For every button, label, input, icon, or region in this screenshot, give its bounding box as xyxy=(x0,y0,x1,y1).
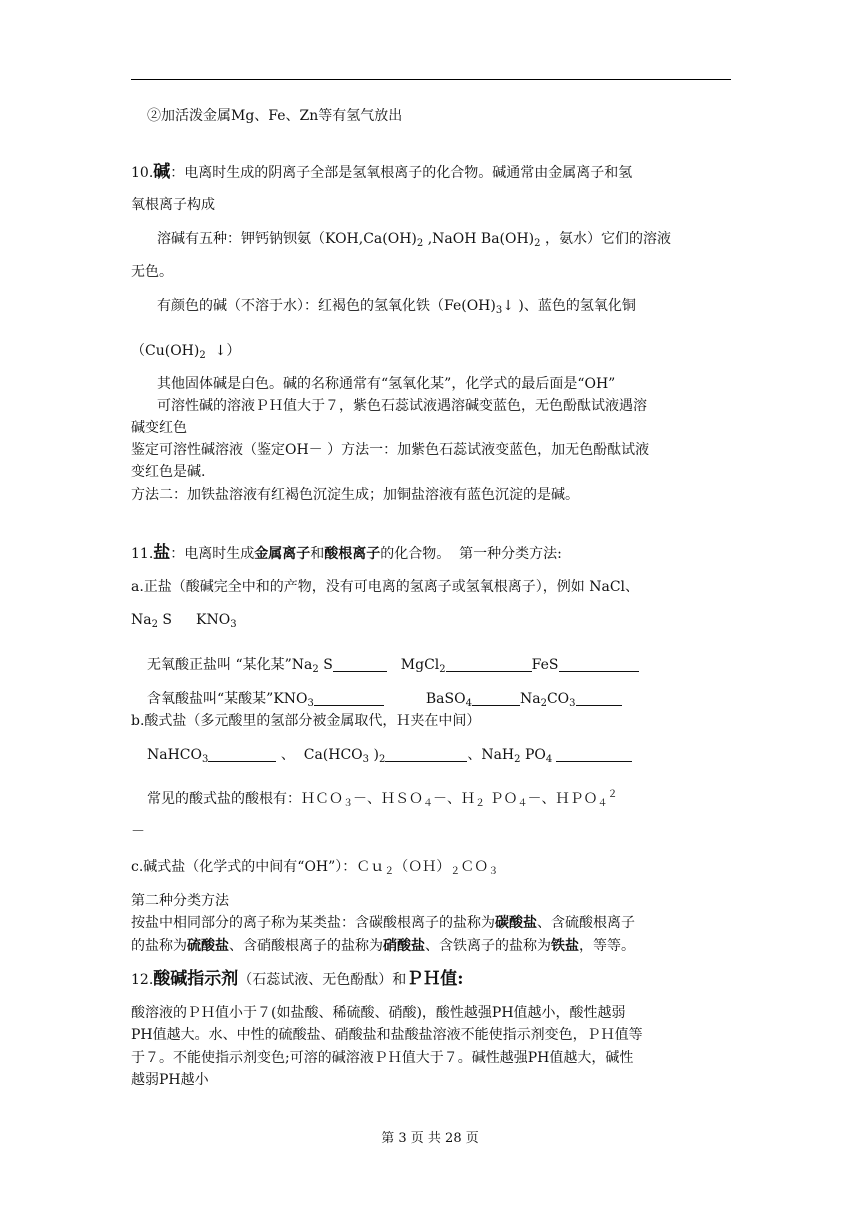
section-10-definition-cont: 氧根离子构成 xyxy=(131,197,215,213)
blank-kno3 xyxy=(314,691,384,706)
second-method-line: 按盐中相同部分的离子称为某类盐：含碳酸根离子的盐称为碳酸盐、含硫酸根离子 xyxy=(131,915,635,931)
colored-bases-line: 有颜色的碱（不溶于水）：红褐色的氢氧化铁（$Fe(OH)_3↓$ )、蓝色的氢氧化铜 xyxy=(157,298,636,316)
section-10-number: 10. xyxy=(131,165,154,181)
section-11-number: 11. xyxy=(131,546,154,562)
acid-salt-line: b.酸式盐（多元酸里的氢部分被金属取代，Ｈ夹在中间） xyxy=(131,713,481,729)
page-footer: 第 3 页 共 28 页 xyxy=(381,1131,479,1146)
blank-fes xyxy=(559,657,639,672)
section-10-title: 碱 xyxy=(153,162,171,182)
section-11-heading: 11.盐：电离时生成金属离子和酸根离子的化合物。 第一种分类方法: xyxy=(131,543,562,563)
oxy-salt-line: 含氧酸盐叫“某酸某$”KNO_3$ BaSO$_4$ $Na_2CO_3$ xyxy=(147,690,622,708)
second-method-title: 第二种分类方法 xyxy=(131,893,229,909)
acid-salt-examples: NaHCO$_3$ 、 $Ca(HCO_3$ )$_2$ 、NaH$_2$ $PO_4$ xyxy=(147,746,632,764)
section-12-number: 12. xyxy=(131,972,154,988)
blank-nah2po4 xyxy=(556,747,632,762)
method-two-line: 方法二：加铁盐溶液有红褐色沉淀生成；加铜盐溶液有蓝色沉淀的是碱。 xyxy=(131,487,579,503)
ph-bases-line: 可溶性碱的溶液ＰＨ值大于７，紫色石蕊试液遇溶碱变蓝色，无色酚酞试液遇溶 xyxy=(157,398,647,414)
section-10-heading xyxy=(131,163,632,182)
blank-baso4 xyxy=(472,691,520,706)
section-12-para-1: 酸溶液的ＰＨ值小于７(如盐酸、稀硫酸、硝酸)，酸性越强PH值越小，酸性越弱 xyxy=(131,1005,626,1021)
soluble-bases-cont: 无色。 xyxy=(131,264,173,280)
identify-line: 鉴定可溶性碱溶液（鉴定OH－ ）方法一：加紫色石蕊试液变蓝色，加无色酚酞试液 xyxy=(131,442,650,458)
blank-nahco3 xyxy=(208,747,276,762)
section-12-para-3: 于７。不能使指示剂变色;可溶的碱溶液ＰＨ值大于７。碱性越强PH值越大，碱性 xyxy=(131,1050,634,1066)
ph-bases-cont: 碱变红色 xyxy=(131,420,187,436)
blank-ca-hco3 xyxy=(385,747,467,762)
copper-hydroxide-line: （$Cu(OH)_2$ ↓） xyxy=(131,343,241,361)
intro-line: ②加活泼金属Mg、Fe、Zn等有氢气放出 xyxy=(147,108,403,124)
blank-na2co3 xyxy=(576,691,622,706)
blank-na2s xyxy=(333,657,387,672)
section-12-heading: 12.酸碱指示剂（石蕊试液、无色酚酞）和ＰＨ值: xyxy=(131,969,464,989)
acid-roots-cont: － xyxy=(131,824,145,840)
acid-roots-line: 常见的酸式盐的酸根有：ＨＣＯ$_3$－、ＨＳＯ$_4$－、Ｈ$_2$ ＰＯ$_4$－、ＨＰＯ$_4^2$ xyxy=(147,789,618,809)
normal-salt-line: a.正盐（酸碱完全中和的产物，没有可电离的氢离子或氢氧根离子），例如 NaCl、 xyxy=(131,579,640,595)
section-12-para-2: PH值越大。水、中性的硫酸盐、硝酸盐和盐酸盐溶液不能使指示剂变色，ＰＨ值等 xyxy=(131,1027,643,1043)
basic-salt-line: c.碱式盐（化学式的中间有“OH”）：$Cu_2(OH)_2CO_3$ xyxy=(131,859,499,877)
section-12-title: 酸碱指示剂 xyxy=(153,969,239,989)
anoxy-salt-line: 无氧酸正盐叫 “某化某$”Na_2$ S MgCl$_2$ FeS xyxy=(147,656,639,674)
identify-cont: 变红色是碱. xyxy=(131,464,206,480)
second-method-cont: 的盐称为硫酸盐、含硝酸根离子的盐称为硝酸盐、含铁离子的盐称为铁盐，等等。 xyxy=(131,938,635,954)
section-11-title: 盐 xyxy=(153,543,171,563)
normal-salt-examples: $Na_2$ S $KNO_3$ xyxy=(131,612,237,630)
other-bases-line: 其他固体碱是白色。碱的名称通常有“氢氧化某”，化学式的最后面是“OH” xyxy=(157,376,616,392)
section-12-para-4: 越弱PH越小 xyxy=(131,1072,209,1088)
section-10-definition: ：电离时生成的阴离子全部是氢氧根离子的化合物。碱通常由金属离子和氢 xyxy=(170,165,633,181)
header-rule xyxy=(131,79,731,80)
blank-mgcl2 xyxy=(446,657,532,672)
soluble-bases-line: 溶碱有五种：钾钙钠钡氨（$KOH,Ca(OH)_2$ ,NaOH $Ba(OH)_2$ ，氨水）它们的溶液 xyxy=(157,231,671,249)
